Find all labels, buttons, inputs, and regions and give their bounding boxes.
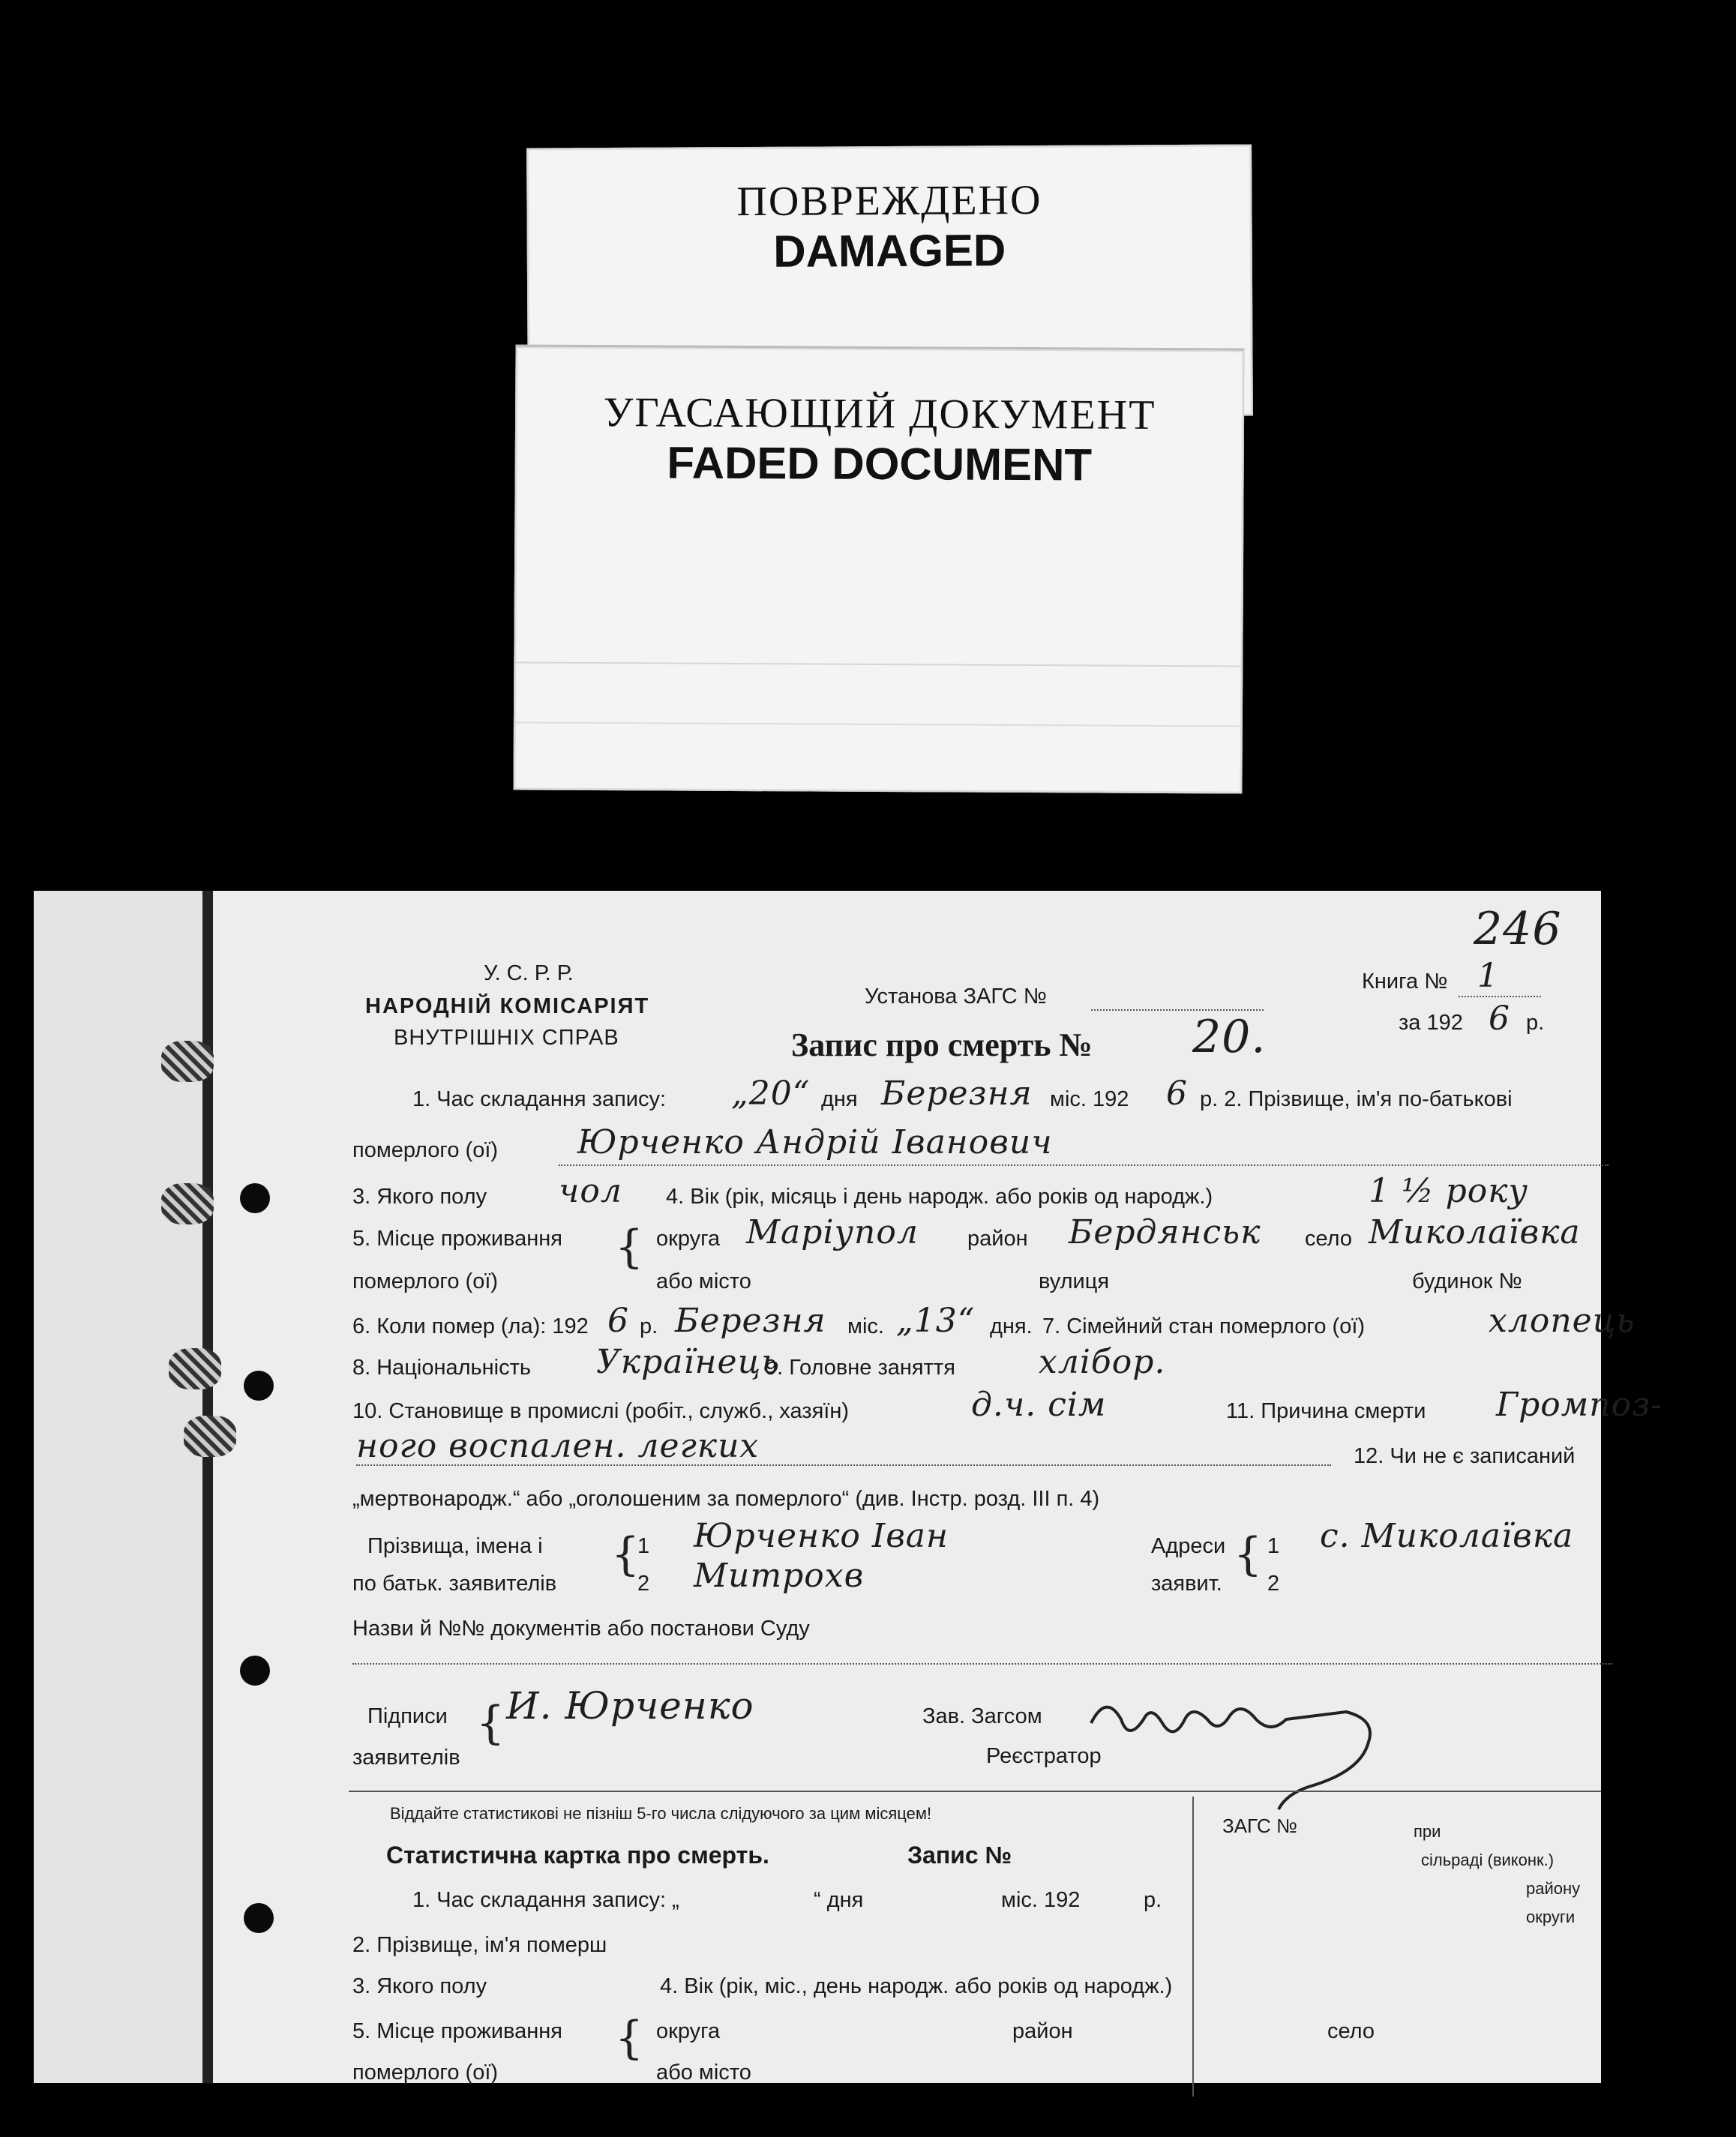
f11-value-b: ного воспален. легких xyxy=(356,1427,760,1465)
f1-label: 1. Час складання запису: xyxy=(412,1087,667,1111)
head-signature xyxy=(1076,1678,1466,1828)
stat-s4: 4. Вік (рік, міс., день народж. або років од народж.) xyxy=(660,1974,1173,1998)
f7-label: 7. Сімейний стан померлого (ої) xyxy=(1042,1314,1366,1338)
punch-hole xyxy=(240,1183,270,1213)
address-label-1: Адреси xyxy=(1151,1534,1226,1558)
applicant-1-value: Юрченко Іван xyxy=(694,1517,949,1555)
f8-label: 8. Національність xyxy=(352,1356,532,1380)
f5-street: вулиця xyxy=(1039,1269,1110,1293)
f6-year: 6 xyxy=(607,1302,629,1340)
f6-day: „13“ xyxy=(896,1302,976,1340)
f5-raion-value: Бердянськ xyxy=(1069,1213,1261,1251)
address-2-num: 2 xyxy=(1267,1572,1280,1596)
record-number: 20. xyxy=(1192,1011,1267,1063)
f4-value: 1 ½ року xyxy=(1369,1172,1529,1210)
applicant-2-value: Митрохв xyxy=(694,1557,865,1595)
stat-s5-city: або місто xyxy=(656,2061,751,2085)
applicants-label-1: Прізвища, імена і xyxy=(367,1534,543,1558)
f5-sub: померлого (ої) xyxy=(352,1269,499,1293)
f2-label: р. 2. Прізвище, ім'я по-батькові xyxy=(1200,1087,1513,1111)
f5-city: або місто xyxy=(656,1269,751,1293)
registrar-label: Реєстратор xyxy=(986,1744,1102,1768)
stat-record-label: Запис № xyxy=(907,1842,1012,1869)
stat-s3: 3. Якого полу xyxy=(352,1974,487,1998)
year-label: за 192 xyxy=(1399,1011,1463,1035)
f5-house: будинок № xyxy=(1412,1269,1522,1293)
stat-s5-raion: район xyxy=(1012,2019,1073,2043)
stat-title: Статистична картка про смерть. xyxy=(386,1842,769,1869)
stat-s5-sub: померлого (ої) xyxy=(352,2061,499,2085)
signature-applicant: И. Юрченко xyxy=(506,1684,754,1728)
f4-label: 4. Вік (рік, місяць і день народж. або років од народж.) xyxy=(666,1185,1213,1209)
stat-s1: 1. Час складання запису: „ xyxy=(412,1888,679,1912)
f11-line xyxy=(356,1464,1331,1466)
signatures-label-2: заявителів xyxy=(352,1746,460,1770)
record-title: Запис про смерть № xyxy=(791,1027,1093,1063)
f11-value-a: Громпоз- xyxy=(1496,1386,1663,1424)
faded-label-ru: УГАСАЮЩИЙ ДОКУМЕНТ xyxy=(603,389,1156,439)
year-value: 6 xyxy=(1489,1000,1510,1038)
f9-value: хлібор. xyxy=(1039,1343,1166,1381)
card-fold-2 xyxy=(514,721,1242,727)
address-brace: { xyxy=(1234,1528,1263,1581)
f2-line xyxy=(559,1164,1609,1166)
stat-s1-r: р. xyxy=(1144,1888,1162,1912)
f6-r: р. xyxy=(640,1314,658,1338)
stat-silradi: сільраді (виконк.) xyxy=(1421,1851,1555,1869)
death-record-sheet xyxy=(34,891,1663,2085)
stat-okruhy: округи xyxy=(1526,1908,1576,1926)
f5-selo: село xyxy=(1305,1227,1353,1251)
applicant-1-num: 1 xyxy=(637,1534,650,1558)
stat-raiona: району xyxy=(1526,1879,1581,1898)
f5-raion: район xyxy=(967,1227,1028,1251)
stat-s1-day: “ дня xyxy=(814,1888,864,1912)
f5-label: 5. Місце проживання xyxy=(352,1227,562,1251)
f9-label: 9. Головне заняття xyxy=(765,1356,955,1380)
paper-damage xyxy=(161,1183,214,1224)
stat-s5-brace: { xyxy=(615,2012,644,2064)
f6-label: 6. Коли помер (ла): 192 xyxy=(352,1314,589,1338)
book-value: 1 xyxy=(1477,957,1499,995)
stat-s5-okruha: округа xyxy=(656,2019,721,2043)
documents-label: Назви й №№ документів або постанови Суду xyxy=(352,1617,810,1641)
paper-damage xyxy=(184,1416,236,1457)
head-label: Зав. Загсом xyxy=(922,1704,1042,1728)
f1-day-label: дня xyxy=(821,1087,858,1111)
signatures-brace: { xyxy=(476,1697,505,1749)
f6-month: Березня xyxy=(675,1302,826,1340)
stat-s1-mis: міс. 192 xyxy=(1001,1888,1081,1912)
address-1-value: с. Миколаївка xyxy=(1320,1517,1574,1555)
f5-brace: { xyxy=(615,1221,644,1273)
paper-damage xyxy=(169,1348,221,1389)
stat-pry: при xyxy=(1414,1822,1441,1841)
f2-sub: померлого (ої) xyxy=(352,1138,499,1162)
f1-year-label: міс. 192 xyxy=(1050,1087,1129,1111)
stat-s2: 2. Прізвище, ім'я померш xyxy=(352,1933,607,1957)
f1-month: Березня xyxy=(881,1074,1033,1113)
damaged-label-ru: ПОВРЕЖДЕНО xyxy=(736,176,1042,226)
f10-value: д.ч. сім xyxy=(971,1386,1107,1424)
f12-sub: „мертвонародж.“ або „оголошеним за померлого“ (див. Інстр. розд. III п. 4) xyxy=(352,1487,1100,1511)
stat-s5-selo: село xyxy=(1327,2019,1375,2043)
punch-hole xyxy=(244,1903,274,1933)
paper-damage xyxy=(161,1041,214,1082)
address-1-num: 1 xyxy=(1267,1534,1280,1558)
section-divider xyxy=(349,1791,1601,1792)
f10-label: 10. Становище в промислі (робіт., служб., хазяїн) xyxy=(352,1399,850,1423)
stat-zags-label: ЗАГС № xyxy=(1222,1815,1297,1837)
f8-value: Українець xyxy=(596,1343,781,1381)
f5-selo-value: Миколаївка xyxy=(1369,1213,1581,1251)
punch-hole xyxy=(244,1371,274,1401)
institution-label: Установа ЗАГС № xyxy=(865,985,1047,1009)
ministry-label: ВНУТРІШНІХ СПРАВ xyxy=(394,1026,619,1050)
applicant-2-num: 2 xyxy=(637,1572,650,1596)
year-suffix: р. xyxy=(1526,1011,1545,1035)
faded-label-card xyxy=(513,344,1244,793)
faded-label-en: FADED DOCUMENT xyxy=(667,437,1093,490)
f3-label: 3. Якого полу xyxy=(352,1185,487,1209)
card-fold xyxy=(514,661,1242,667)
f6-dnia: дня. xyxy=(990,1314,1033,1338)
commissariat-label: НАРОДНІЙ КОМІСАРІЯТ xyxy=(365,994,650,1018)
f1-year: 6 xyxy=(1166,1074,1188,1113)
f5-okruha: округа xyxy=(656,1227,721,1251)
applicants-label-2: по батьк. заявителів xyxy=(352,1572,557,1596)
damaged-label-en: DAMAGED xyxy=(773,225,1006,277)
archive-number: 246 xyxy=(1474,903,1562,955)
address-label-2: заявит. xyxy=(1151,1572,1222,1596)
documents-line xyxy=(352,1663,1612,1665)
signatures-label-1: Підписи xyxy=(367,1704,448,1728)
f5-okruha-value: Маріупол xyxy=(746,1213,919,1251)
f11-label: 11. Причина смерти xyxy=(1226,1399,1426,1423)
book-line xyxy=(1459,996,1541,997)
f6-mis: міс. xyxy=(847,1314,884,1338)
ussr-label: У. С. Р. Р. xyxy=(484,961,574,985)
stat-box-divider xyxy=(1192,1797,1194,2097)
punch-hole xyxy=(240,1656,270,1686)
f1-day: „20“ xyxy=(731,1074,811,1113)
f7-value: хлопець xyxy=(1489,1302,1636,1340)
book-label: Книга № xyxy=(1362,970,1448,994)
f12-label: 12. Чи не є записаний xyxy=(1354,1444,1576,1468)
f3-value: чол xyxy=(559,1172,622,1210)
applicants-brace: { xyxy=(611,1528,640,1581)
stat-notice: Віддайте статистикові не пізніш 5-го числа слідуючого за цим місяцем! xyxy=(390,1804,932,1823)
f2-value: Юрченко Андрій Іванович xyxy=(577,1123,1053,1161)
stat-s5: 5. Місце проживання xyxy=(352,2019,562,2043)
